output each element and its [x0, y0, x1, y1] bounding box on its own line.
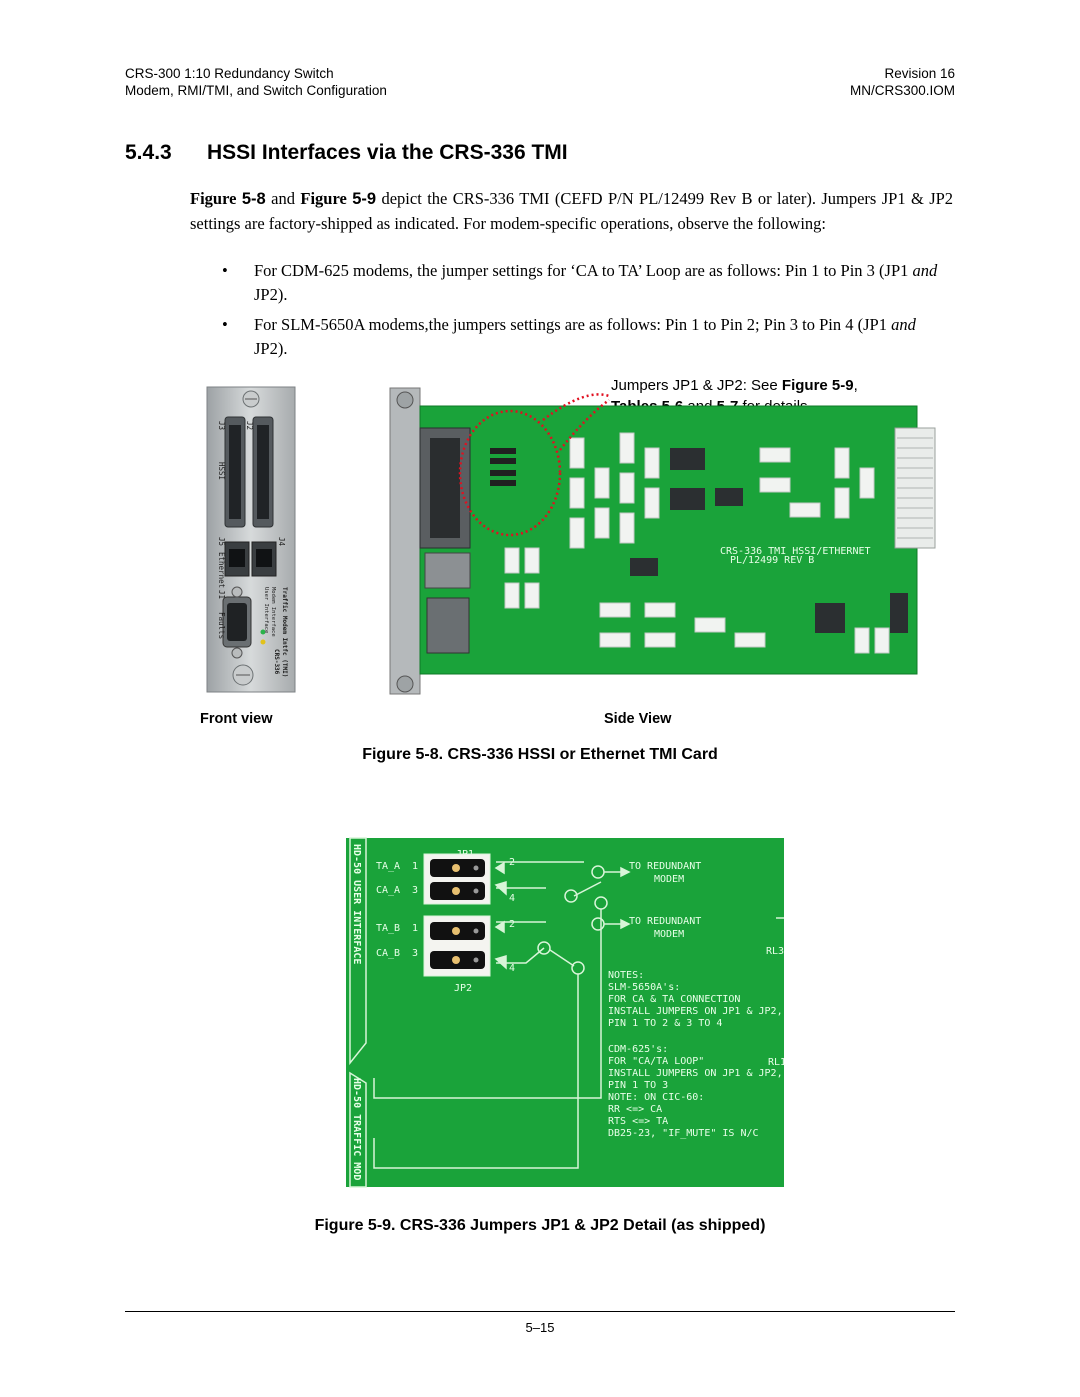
side-board-drawing — [385, 388, 943, 694]
svg-text:INSTALL JUMPERS ON JP1 & JP2,: INSTALL JUMPERS ON JP1 & JP2, — [608, 1068, 783, 1079]
figure-ref-5-8[interactable]: 5-8 — [241, 190, 266, 208]
silk-ta-b: TA_B — [376, 923, 401, 934]
panel-label-j2: J2 — [245, 421, 254, 431]
callout-figure-ref[interactable]: Figure 5-9 — [781, 377, 854, 394]
svg-text:SLM-5650A's:: SLM-5650A's: — [608, 982, 681, 993]
footer-divider — [125, 1311, 955, 1312]
section-title: HSSI Interfaces via the CRS-336 TMI — [207, 141, 568, 164]
front-panel-drawing — [205, 387, 297, 692]
side-view-image — [385, 388, 943, 694]
svg-text:PIN 1 TO 2 & 3 TO 4: PIN 1 TO 2 & 3 TO 4 — [608, 1018, 723, 1029]
panel-label-j4: J4 — [277, 537, 286, 547]
silk-ta-a: TA_A — [376, 861, 401, 872]
svg-text:DB25-23, "IF_MUTE" IS N/C: DB25-23, "IF_MUTE" IS N/C — [608, 1128, 759, 1139]
silk-pin2-jp2: 2 — [509, 919, 516, 930]
svg-text:INSTALL JUMPERS ON JP1 & JP2,: INSTALL JUMPERS ON JP1 & JP2, — [608, 1006, 783, 1017]
jumper-detail-image — [346, 838, 787, 1187]
front-view-label: Front view — [200, 711, 273, 727]
bullet-icon: • — [222, 315, 228, 334]
page-number: 5–15 — [525, 1320, 555, 1335]
panel-label-j5: J5 — [217, 537, 226, 547]
panel-label-crs336: CRS-336 — [273, 649, 280, 675]
panel-label-ethernet: Ethernet — [217, 552, 226, 589]
board-silk-line1: CRS-336 TMI HSSI/ETHERNET — [720, 546, 871, 557]
panel-label-traffic-modem: Traffic Modem Intfc (TMI) — [281, 587, 288, 678]
panel-label-j1: J1 — [217, 590, 226, 600]
silk-hd50-traffic: HD-50 TRAFFIC MOD — [351, 1078, 362, 1181]
svg-text:RTS <=> TA: RTS <=> TA — [608, 1116, 669, 1127]
svg-text:NOTE: ON CIC-60:: NOTE: ON CIC-60: — [608, 1092, 705, 1103]
silk-modem-2: MODEM — [654, 929, 685, 940]
header-revision: Revision 16 — [884, 66, 955, 81]
silk-jp2: JP2 — [454, 983, 473, 994]
silk-ca-b: CA_B — [376, 948, 401, 959]
silk-hd50-user: HD-50 USER INTERFACE — [351, 844, 362, 965]
svg-text:RR <=> CA: RR <=> CA — [608, 1104, 663, 1115]
figure-5-8-caption: Figure 5-8. CRS-336 HSSI or Ethernet TMI Card — [362, 746, 718, 763]
section-number: 5.4.3 — [125, 141, 172, 164]
running-header-left — [125, 65, 387, 99]
side-view-label: Side View — [604, 711, 672, 727]
figure-word-1: Figure — [190, 189, 237, 208]
jumper-callout: Jumpers JP1 & JP2: See Figure 5-9, — [611, 375, 858, 417]
list-item: • For CDM-625 modems, the jumper settings for ‘CA to TA’ Loop are as follows: Pin 1 to Pin 3 (JP1 and JP2). — [222, 261, 938, 304]
header-doc-title: CRS-300 1:10 Redundancy Switch — [125, 66, 334, 81]
figure-word-2: Figure — [300, 189, 347, 208]
bullet-list — [222, 259, 953, 367]
svg-text:FOR CA & TA CONNECTION: FOR CA & TA CONNECTION — [608, 994, 741, 1005]
silk-modem-1: MODEM — [654, 874, 685, 885]
silk-pin1-jp1: 1 — [412, 861, 419, 872]
silk-to-redundant-1: TO REDUNDANT — [629, 861, 702, 872]
figure-5-9-caption: Figure 5-9. CRS-336 Jumpers JP1 & JP2 Detail (as shipped) — [314, 1217, 766, 1234]
section-heading — [125, 141, 568, 165]
silk-pin4-jp1: 4 — [509, 893, 516, 904]
silk-pin3-jp1: 3 — [412, 885, 419, 896]
silk-to-redundant-2: TO REDUNDANT — [629, 916, 702, 927]
board-silk-line2: PL/12499 REV B — [730, 555, 815, 566]
front-view-image — [205, 387, 297, 692]
svg-text:NOTES:: NOTES: — [608, 970, 645, 981]
silk-rl3: RL3 — [766, 946, 785, 957]
silk-pin2-jp1: 2 — [509, 857, 516, 868]
jumper-detail-drawing — [346, 838, 787, 1187]
silk-rl1: RL1 — [768, 1057, 787, 1068]
silk-ca-a: CA_A — [376, 885, 401, 896]
bullet-icon: • — [222, 261, 228, 280]
silk-pin4-jp2: 4 — [509, 963, 516, 974]
figure-ref-5-9[interactable]: 5-9 — [352, 190, 377, 208]
silk-pin3-jp2: 3 — [412, 948, 419, 959]
panel-label-j3: J3 — [217, 421, 226, 431]
panel-label-hssi: HSSI — [217, 462, 226, 481]
header-doc-number: MN/CRS300.IOM — [849, 83, 955, 98]
panel-label-modem-interface: Modem Interface — [270, 587, 276, 637]
and-word: and — [271, 189, 295, 208]
svg-text:PIN 1 TO 3: PIN 1 TO 3 — [608, 1080, 669, 1091]
panel-label-faults: Faults — [217, 612, 226, 640]
svg-text:CDM-625's:: CDM-625's: — [608, 1044, 669, 1055]
svg-text:FOR "CA/TA LOOP": FOR "CA/TA LOOP" — [608, 1056, 705, 1067]
running-header-right — [850, 65, 955, 99]
header-chapter-title: Modem, RMI/TMI, and Switch Configuration — [125, 83, 387, 98]
intro-paragraph — [190, 187, 953, 235]
list-item: • For SLM-5650A modems,the jumpers settings are as follows: Pin 1 to Pin 2; Pin 3 to Pin 4 (JP1 and JP2). — [222, 315, 916, 358]
silk-pin1-jp2: 1 — [412, 923, 419, 934]
intro-text: depict the CRS-336 TMI (CEFD P/N PL/12499 Rev B or later). Jumpers JP1 & JP2 settings are factory-shipped as indicated. For modem-specific operations, observe the following: — [190, 189, 954, 233]
panel-label-user-interface: User Interface — [263, 587, 269, 634]
